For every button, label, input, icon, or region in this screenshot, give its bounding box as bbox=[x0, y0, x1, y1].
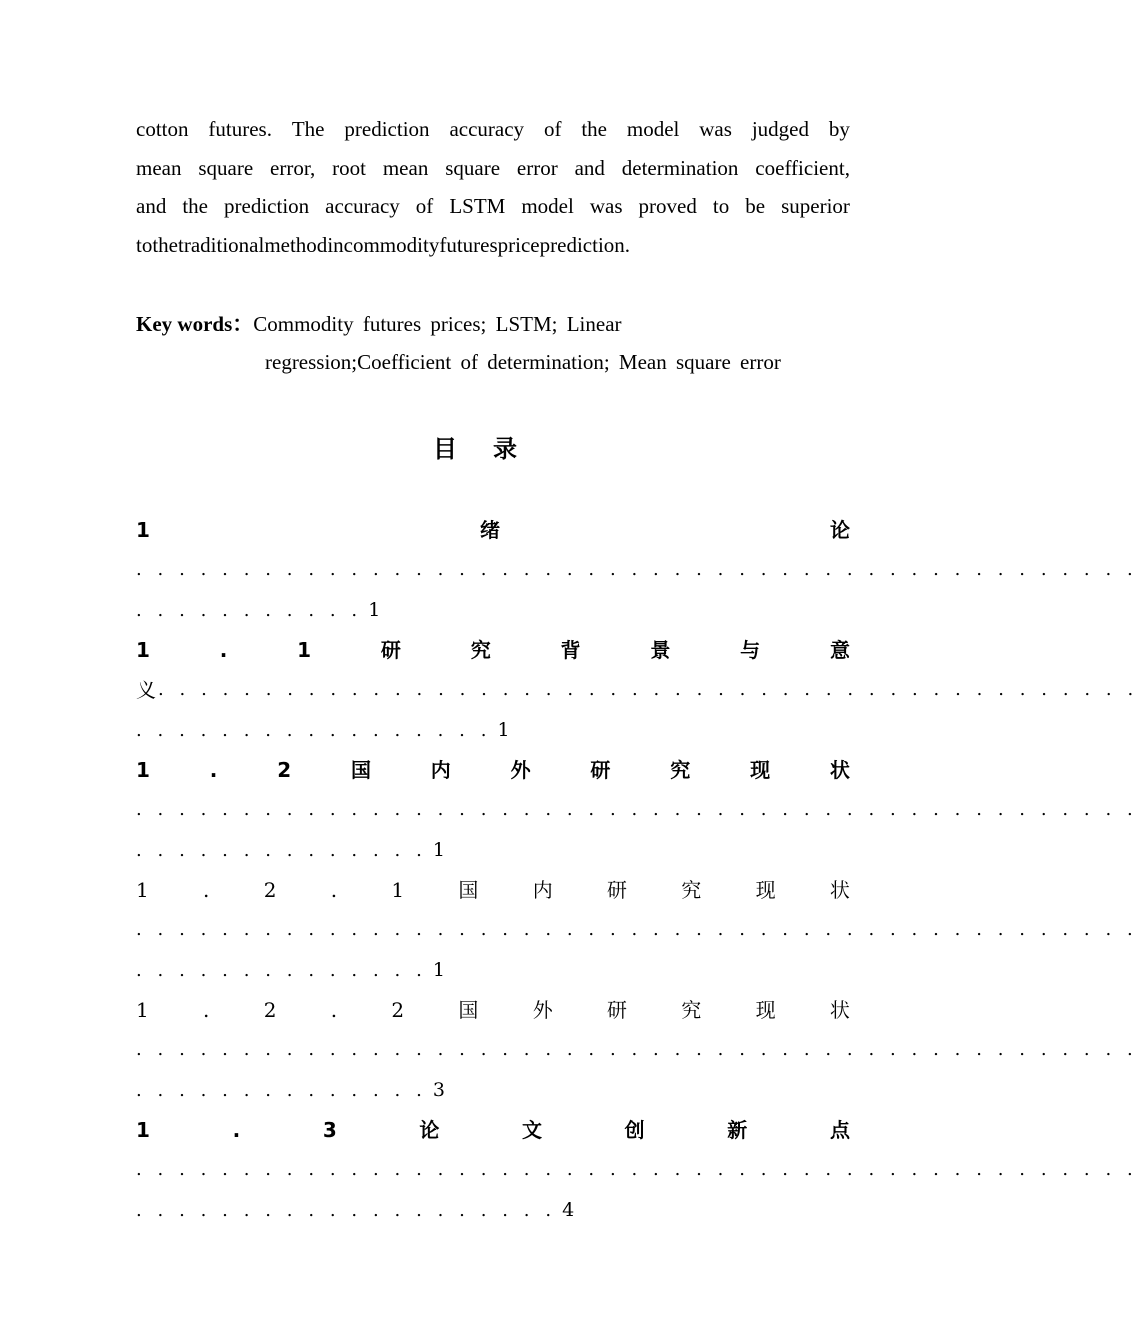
toc-dots: . . . . . . . . . . . . . . . . . . . . . . . . . . . . . . . . . . . . . . . . . . . . . . . bbox=[136, 559, 1138, 580]
abstract-word: mean bbox=[382, 155, 429, 180]
toc-title-char: . bbox=[209, 758, 218, 782]
toc-page-number: 1 bbox=[432, 959, 445, 981]
toc-dots: . . . . . . . . . . . . . . bbox=[136, 840, 427, 861]
toc-dots: . . . . . . . . . . . . . . . . . . . . . . . . . . . . . . . . . . . . . . . . . . . . . . . bbox=[136, 1039, 1138, 1060]
keywords-label: Key words： bbox=[136, 312, 254, 336]
toc-title-char: 国 bbox=[458, 998, 479, 1022]
table-of-contents bbox=[136, 510, 1138, 1230]
abstract-word: and bbox=[136, 194, 167, 218]
toc-title-char: 景 bbox=[650, 638, 671, 662]
toc-dots: . . . . . . . . . . . bbox=[136, 600, 363, 621]
toc-title-char: 现 bbox=[755, 878, 776, 902]
toc-entry[interactable] bbox=[136, 870, 1138, 990]
toc-entry-title[interactable] bbox=[136, 750, 850, 790]
toc-page-number: 4 bbox=[562, 1199, 575, 1221]
toc-title-char: 2 bbox=[263, 878, 277, 902]
toc-title-char: 创 bbox=[624, 1118, 645, 1142]
toc-title-char: 1 bbox=[136, 998, 149, 1022]
toc-title-char: 背 bbox=[560, 638, 581, 662]
toc-title-char: 2 bbox=[263, 998, 277, 1022]
abstract-word: LSTM bbox=[449, 194, 506, 218]
toc-title-char: 究 bbox=[681, 998, 702, 1022]
toc-page-number: 1 bbox=[368, 599, 381, 621]
toc-title-char: 究 bbox=[470, 638, 491, 662]
toc-title-char: 内 bbox=[430, 758, 451, 782]
toc-leader-dots bbox=[136, 1030, 1138, 1070]
toc-title-char: 论 bbox=[829, 518, 850, 542]
abstract-word: to bbox=[712, 194, 730, 218]
toc-title-char: 录 bbox=[493, 435, 517, 463]
abstract-word: square bbox=[445, 155, 501, 180]
abstract-line bbox=[136, 149, 850, 188]
abstract-word: price bbox=[497, 232, 540, 257]
toc-leader-dots bbox=[136, 590, 850, 630]
toc-title-char: 国 bbox=[350, 758, 371, 782]
abstract-word: to bbox=[136, 232, 153, 257]
toc-leader-dots bbox=[136, 950, 850, 990]
abstract-word: in bbox=[327, 232, 344, 257]
toc-entry[interactable] bbox=[136, 630, 1138, 750]
abstract-word: was bbox=[699, 117, 732, 141]
abstract-word: traditional bbox=[178, 232, 265, 257]
toc-title-char: 究 bbox=[670, 758, 691, 782]
toc-entry[interactable] bbox=[136, 1110, 1138, 1230]
abstract-word: was bbox=[589, 194, 623, 218]
toc-leader-dots bbox=[136, 670, 1138, 710]
toc-entry-title[interactable] bbox=[136, 630, 850, 670]
toc-entry-title[interactable] bbox=[136, 990, 850, 1030]
toc-title-char: 文 bbox=[522, 1118, 543, 1142]
abstract-word: the bbox=[152, 232, 178, 257]
toc-title-char: 1 bbox=[297, 638, 312, 662]
toc-title-char: 研 bbox=[590, 758, 611, 782]
toc-title-char: 究 bbox=[681, 878, 702, 902]
toc-title-char: . bbox=[203, 998, 210, 1022]
toc-dots: . . . . . . . . . . . . . . bbox=[136, 1080, 427, 1101]
abstract-word: the bbox=[182, 194, 208, 218]
toc-title-char: 新 bbox=[727, 1118, 748, 1142]
abstract-word: The bbox=[291, 117, 325, 141]
abstract-word: futures. bbox=[208, 117, 272, 141]
abstract-line bbox=[136, 187, 850, 226]
toc-title bbox=[0, 432, 950, 466]
abstract-word: cotton bbox=[136, 117, 189, 141]
abstract-word: coefficient, bbox=[755, 155, 850, 180]
toc-title-char: 1 bbox=[136, 638, 150, 662]
toc-leader-dots bbox=[136, 1150, 1138, 1190]
abstract-word: error bbox=[516, 155, 558, 180]
abstract-word: of bbox=[543, 117, 562, 141]
toc-leader-dots bbox=[136, 830, 850, 870]
toc-entry-title[interactable] bbox=[136, 1110, 850, 1150]
abstract-word: model bbox=[521, 194, 574, 218]
toc-title-char: 状 bbox=[829, 758, 850, 782]
toc-entry-title[interactable] bbox=[136, 870, 850, 910]
toc-title-char: 论 bbox=[419, 1118, 440, 1142]
toc-dots: . . . . . . . . . . . . . . . . . . . . . . . . . . . . . . . . . . . . . . . . . . . . . . bbox=[158, 679, 1138, 700]
toc-dots: . . . . . . . . . . . . . . bbox=[136, 960, 427, 981]
abstract-word: square bbox=[198, 155, 254, 180]
toc-title-char: 3 bbox=[322, 1118, 337, 1142]
keywords-line-1 bbox=[136, 305, 850, 343]
abstract-word: be bbox=[745, 194, 766, 218]
toc-entry[interactable] bbox=[136, 750, 1138, 870]
toc-entry[interactable] bbox=[136, 990, 1138, 1110]
abstract-word: determination bbox=[621, 155, 739, 180]
toc-title-char: 1 bbox=[136, 758, 150, 782]
toc-title-char: 1 bbox=[136, 878, 149, 902]
abstract-paragraph bbox=[136, 110, 850, 264]
toc-dots: . . . . . . . . . . . . . . . . . . . . bbox=[136, 1200, 557, 1221]
toc-leader-dots bbox=[136, 790, 1138, 830]
toc-title-char: . bbox=[330, 998, 338, 1022]
keywords-block bbox=[136, 305, 850, 381]
toc-title-char: 状 bbox=[829, 878, 850, 902]
toc-title-char: 现 bbox=[755, 998, 776, 1022]
toc-title-char: 2 bbox=[277, 758, 292, 782]
toc-title-char: 外 bbox=[510, 758, 531, 782]
toc-title-char: 国 bbox=[458, 878, 479, 902]
toc-title-char: . bbox=[219, 638, 228, 662]
toc-title-char: 外 bbox=[532, 998, 553, 1022]
abstract-word: error, bbox=[270, 155, 316, 180]
toc-title-char: 内 bbox=[532, 878, 553, 902]
toc-title-char: 义 bbox=[136, 678, 156, 702]
toc-leader-dots bbox=[136, 1070, 850, 1110]
keywords-text-1: Commodity futures prices; LSTM; Linear bbox=[253, 312, 622, 336]
toc-title-char: 状 bbox=[829, 998, 850, 1022]
abstract-word: futures bbox=[439, 232, 498, 257]
abstract-word: method bbox=[264, 232, 328, 257]
toc-page-number: 1 bbox=[497, 719, 510, 741]
abstract-word: prediction bbox=[344, 117, 430, 141]
abstract-word: root bbox=[332, 155, 366, 180]
toc-title-char: 与 bbox=[740, 638, 761, 662]
toc-entry[interactable] bbox=[136, 510, 1138, 630]
toc-dots: . . . . . . . . . . . . . . . . . . . . . . . . . . . . . . . . . . . . . . . . . . . . . . . bbox=[136, 799, 1138, 820]
abstract-word: model bbox=[626, 117, 680, 141]
toc-dots: . . . . . . . . . . . . . . . . . . . . . . . . . . . . . . . . . . . . . . . . . . . . . . . bbox=[136, 1159, 1138, 1180]
toc-title-char: 1 bbox=[391, 878, 405, 902]
toc-leader-dots bbox=[136, 910, 1138, 950]
toc-page-number: 1 bbox=[432, 839, 445, 861]
toc-title-char: 意 bbox=[829, 638, 850, 662]
toc-title-char: 绪 bbox=[479, 518, 500, 542]
toc-leader-dots bbox=[136, 1190, 850, 1230]
toc-title-char: 研 bbox=[380, 638, 401, 662]
abstract-word: mean bbox=[136, 155, 182, 180]
abstract-word: the bbox=[581, 117, 607, 141]
toc-title-char: 点 bbox=[829, 1118, 850, 1142]
toc-title-char: 研 bbox=[607, 878, 627, 902]
abstract-word: judged bbox=[751, 117, 809, 141]
abstract-word: and bbox=[574, 155, 605, 180]
toc-title-char: 1 bbox=[136, 1118, 150, 1142]
toc-dots: . . . . . . . . . . . . . . . . . . . . . . . . . . . . . . . . . . . . . . . . . . . . . . . bbox=[136, 919, 1138, 940]
abstract-line bbox=[136, 226, 850, 265]
abstract-word: superior bbox=[781, 194, 850, 218]
abstract-line bbox=[136, 110, 850, 149]
toc-dots: . . . . . . . . . . . . . . . . . bbox=[136, 720, 492, 741]
abstract-word: commodity bbox=[343, 232, 440, 257]
abstract-word: prediction bbox=[224, 194, 310, 218]
toc-title-char: 目 bbox=[433, 435, 457, 463]
toc-title-char: 现 bbox=[750, 758, 771, 782]
abstract-word: by bbox=[828, 117, 850, 141]
abstract-word: prediction. bbox=[539, 232, 631, 257]
keywords-line-2: regression;Coefficient of determination; Mean square error bbox=[265, 350, 781, 374]
toc-title-char: 1 bbox=[136, 518, 150, 542]
toc-title-char: 2 bbox=[391, 998, 405, 1022]
toc-leader-dots bbox=[136, 550, 1138, 590]
toc-title-char: . bbox=[203, 878, 210, 902]
toc-title-char: . bbox=[232, 1118, 241, 1142]
toc-page-number: 3 bbox=[432, 1079, 445, 1101]
abstract-word: of bbox=[415, 194, 434, 218]
toc-entry-title[interactable] bbox=[136, 510, 850, 550]
abstract-word: accuracy bbox=[449, 117, 525, 141]
toc-title-char: . bbox=[330, 878, 338, 902]
abstract-word: accuracy bbox=[325, 194, 400, 218]
abstract-word: proved bbox=[638, 194, 697, 218]
toc-title-char: 研 bbox=[607, 998, 627, 1022]
toc-leader-dots bbox=[136, 710, 850, 750]
